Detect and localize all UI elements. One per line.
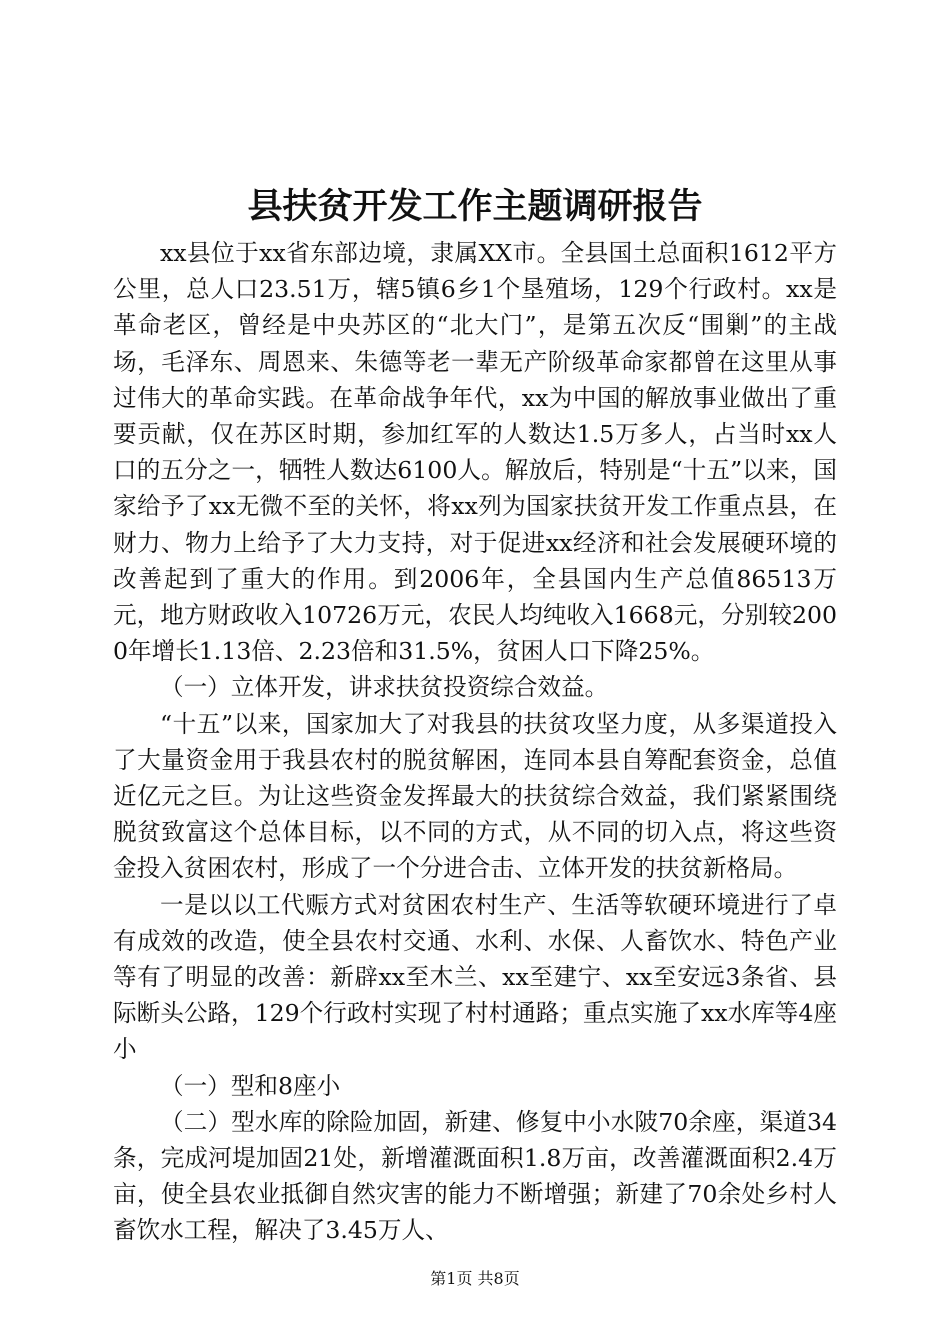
paragraph-heading-1: （一）立体开发，讲求扶贫投资综合效益。 bbox=[160, 673, 609, 702]
page-footer: 第1页 共8页 bbox=[430, 1269, 520, 1288]
paragraph-type-one: （一）型和8座小 bbox=[160, 1071, 341, 1100]
paragraph-work-relief: 一是以以工代赈方式对贫困农村生产、生活等软硬环境进行了卓有成效的改造，使全县农村交通、水利、水保、人畜饮水、特色产业等有了明显的改善：新辟xx至木兰、xx至建宁、xx至安远3条省、县际断头公路，129个行政村实现了村村通路；重点实施了xx水库等4座小 bbox=[113, 890, 837, 1064]
paragraph-type-two: （二）型水库的除险加固，新建、修复中小水陂70余座，渠道34条，完成河堤加固21处，新增灌溉面积1.8万亩，改善灌溉面积2.4万亩，使全县农业抵御自然灾害的能力不断增强；新建了70余处乡村人畜饮水工程，解决了3.45万人、 bbox=[113, 1107, 837, 1245]
paragraph-intro: xx县位于xx省东部边境，隶属XX市。全县国土总面积1612平方公里，总人口23.51万，辖5镇6乡1个垦殖场，129个行政村。xx是革命老区，曾经是中央苏区的“北大门”，是第五次反“围剿”的主战场，毛泽东、周恩来、朱德等老一辈无产阶级革命家都曾在这里从事过伟大的革命实践。在革命战争年代，xx为中国的解放事业做出了重要贡献，仅在苏区时期，参加红军的人数达1.5万多人，占当时xx人口的五分之一，牺牲人数达6100人。解放后，特别是“十五”以来，国家给予了xx无微不至的关怀，将xx列为国家扶贫开发工作重点县，在财力、物力上给予了大力支持，对于促进xx经济和社会发展硬环境的改善起到了重大的作用。到2006年，全县国内生产总值86513万元，地方财政收入10726万元，农民人均纯收入1668元，分别较2000年增长1.13倍、2.23倍和31.5%，贫困人口下降25%。 bbox=[113, 239, 837, 666]
document-title: 县扶贫开发工作主题调研报告 bbox=[247, 186, 703, 227]
document-body bbox=[113, 235, 837, 1249]
paragraph-investment: “十五”以来，国家加大了对我县的扶贫攻坚力度，从多渠道投入了大量资金用于我县农村的脱贫解困，连同本县自筹配套资金，总值近亿元之巨。为让这些资金发挥最大的扶贫综合效益，我们紧紧围绕脱贫致富这个总体目标，以不同的方式，从不同的切入点，将这些资金投入贫困农村，形成了一个分进合击、立体开发的扶贫新格局。 bbox=[113, 709, 837, 883]
